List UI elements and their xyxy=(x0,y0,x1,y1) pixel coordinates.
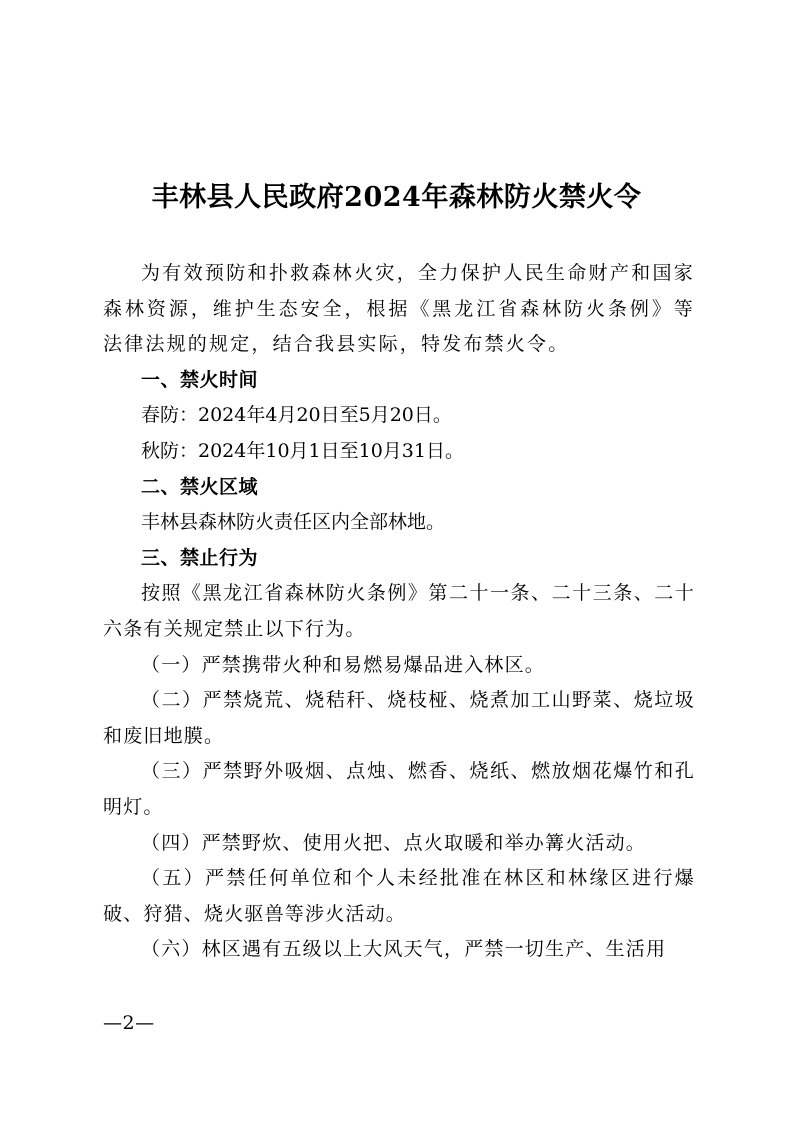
prohibited-item-3: （三）严禁野外吸烟、点烛、燃香、烧纸、燃放烟花爆竹和孔明灯。 xyxy=(103,760,695,818)
prohibited-intro: 按照《黑龙江省森林防火条例》第二十一条、二十三条、二十六条有关规定禁止以下行为。 xyxy=(103,582,695,640)
autumn-period: 秋防：2024年10月1日至10月31日。 xyxy=(141,439,464,462)
section-heading-time: 一、禁火时间 xyxy=(141,368,259,391)
intro-paragraph: 为有效预防和扑救森林火灾，全力保护人民生命财产和国家森林资源，维护生态安全，根据《黑龙江省森林防火条例》等法律法规的规定，结合我县实际，特发布禁火令。 xyxy=(103,262,695,356)
prohibited-item-5: （五）严禁任何单位和个人未经批准在林区和林缘区进行爆破、狩猎、烧火驱兽等涉火活动。 xyxy=(103,867,695,925)
document-title: 丰林县人民政府2024年森林防火禁火令 xyxy=(151,182,642,213)
section-heading-area: 二、禁火区域 xyxy=(141,475,259,498)
prohibited-item-1: （一）严禁携带火种和易燃易爆品进入林区。 xyxy=(141,653,546,676)
document-body xyxy=(103,256,695,968)
prohibited-item-4: （四）严禁野炊、使用火把、点火取暖和举办篝火活动。 xyxy=(141,831,647,854)
prohibited-item-2: （二）严禁烧荒、烧秸秆、烧枝桠、烧煮加工山野菜、烧垃圾和废旧地膜。 xyxy=(103,689,695,747)
spring-period: 春防：2024年4月20日至5月20日。 xyxy=(141,404,452,427)
area-text: 丰林县森林防火责任区内全部林地。 xyxy=(141,511,446,534)
page-number: —2— xyxy=(103,1012,155,1034)
prohibited-item-6: （六）林区遇有五级以上大风天气，严禁一切生产、生活用 xyxy=(141,938,667,961)
section-heading-prohibited: 三、禁止行为 xyxy=(141,546,259,569)
